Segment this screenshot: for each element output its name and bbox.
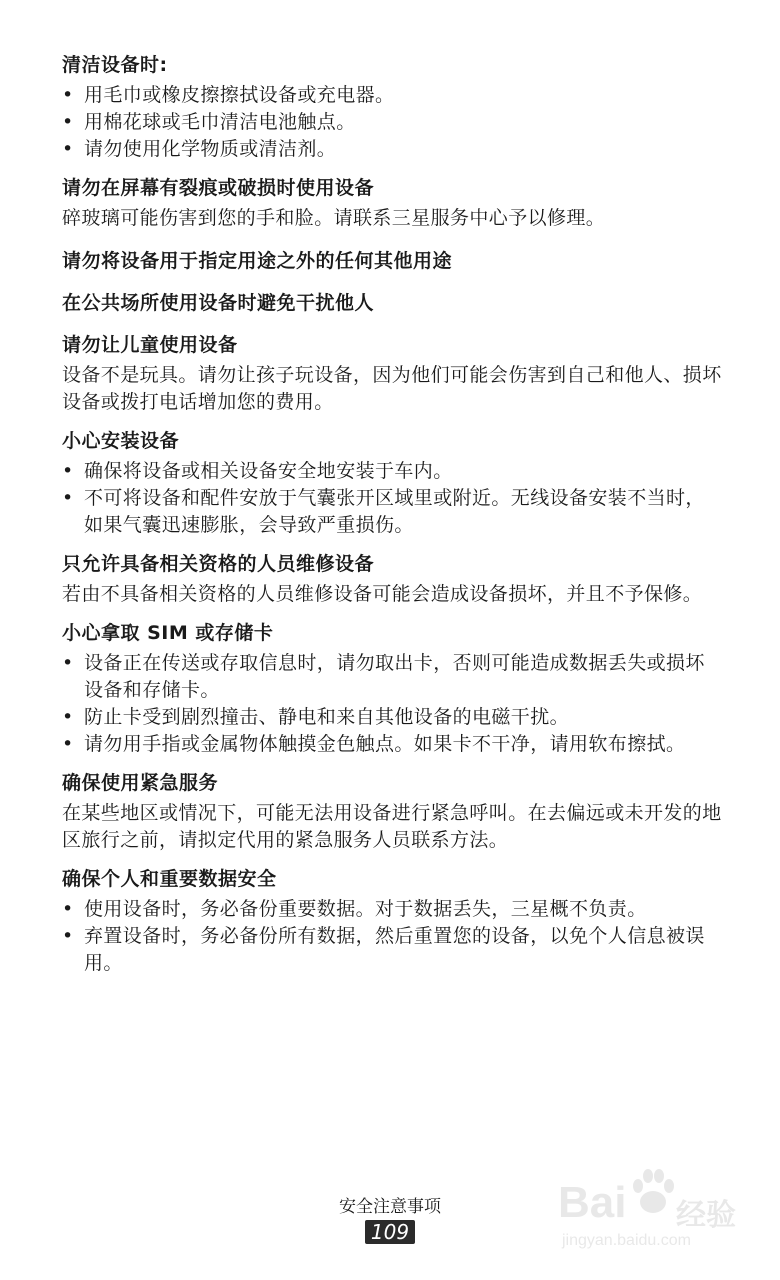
list-item — [62, 650, 722, 704]
page-number: 109 — [365, 1220, 415, 1244]
watermark-brand: Bai — [558, 1178, 627, 1227]
watermark-cn: 经验 — [676, 1198, 736, 1233]
section-heading: 确保个人和重要数据安全 — [62, 868, 277, 890]
bullet-list — [62, 896, 722, 977]
list-item — [62, 82, 722, 109]
section-paragraph: 在某些地区或情况下，可能无法用设备进行紧急呼叫。在去偏远或未开发的地区旅行之前，请拟定代用的紧急服务人员联系方法。 — [62, 802, 722, 851]
section-cracked-screen — [62, 175, 722, 232]
section-heading: 小心拿取 SIM 或存储卡 — [62, 622, 274, 644]
list-item-text: 用毛巾或橡皮擦擦拭设备或充电器。 — [84, 84, 395, 106]
section-intended-use — [62, 248, 722, 274]
bullet-glyph: • — [62, 706, 74, 728]
section-data-safety — [62, 866, 722, 977]
list-item — [62, 136, 722, 163]
section-heading: 请勿让儿童使用设备 — [62, 334, 238, 356]
list-item — [62, 731, 722, 758]
section-heading: 请勿在屏幕有裂痕或破损时使用设备 — [62, 177, 375, 199]
bullet-glyph: • — [62, 460, 74, 482]
section-heading: 在公共场所使用设备时避免干扰他人 — [62, 292, 375, 314]
bullet-glyph: • — [62, 111, 74, 133]
section-install — [62, 428, 722, 539]
section-cleaning — [62, 52, 722, 163]
section-paragraph: 碎玻璃可能伤害到您的手和脸。请联系三星服务中心予以修理。 — [62, 207, 606, 229]
bullet-glyph: • — [62, 925, 74, 947]
list-item — [62, 458, 722, 485]
section-heading: 清洁设备时: — [62, 54, 168, 76]
bullet-glyph: • — [62, 733, 74, 755]
list-item-text: 弃置设备时，务必备份所有数据，然后重置您的设备，以免个人信息被误用。 — [84, 925, 705, 974]
section-heading: 确保使用紧急服务 — [62, 772, 219, 794]
bullet-glyph: • — [62, 138, 74, 160]
list-item-text: 请勿用手指或金属物体触摸金色触点。如果卡不干净，请用软布擦拭。 — [84, 733, 686, 755]
section-children — [62, 332, 722, 416]
section-sim-card — [62, 620, 722, 758]
section-qualified-repair — [62, 551, 722, 608]
list-item — [62, 109, 722, 136]
bullet-glyph: • — [62, 84, 74, 106]
section-public-places — [62, 290, 722, 316]
list-item-text: 用棉花球或毛巾清洁电池触点。 — [84, 111, 356, 133]
list-item — [62, 485, 722, 539]
section-paragraph: 若由不具备相关资格的人员维修设备可能会造成设备损坏，并且不予保修。 — [62, 583, 703, 605]
list-item — [62, 923, 722, 977]
bullet-list — [62, 458, 722, 539]
section-heading: 小心安装设备 — [62, 430, 180, 452]
list-item — [62, 896, 722, 923]
list-item-text: 防止卡受到剧烈撞击、静电和来自其他设备的电磁干扰。 — [84, 706, 570, 728]
watermark-url: jingyan.baidu.com — [562, 1232, 691, 1249]
section-emergency — [62, 770, 722, 854]
bullet-glyph: • — [62, 487, 74, 509]
list-item-text: 请勿使用化学物质或清洁剂。 — [84, 138, 337, 160]
list-item-text: 设备正在传送或存取信息时，请勿取出卡，否则可能造成数据丢失或损坏设备和存储卡。 — [84, 652, 705, 701]
footer-title: 安全注意事项 — [339, 1197, 441, 1217]
bullet-glyph: • — [62, 898, 74, 920]
bullet-list — [62, 82, 722, 163]
list-item — [62, 704, 722, 731]
bullet-glyph: • — [62, 652, 74, 674]
paw-icon — [628, 1164, 678, 1220]
document-body — [62, 52, 722, 989]
section-heading: 请勿将设备用于指定用途之外的任何其他用途 — [62, 250, 453, 272]
list-item-text: 使用设备时，务必备份重要数据。对于数据丢失，三星概不负责。 — [84, 898, 647, 920]
list-item-text: 确保将设备或相关设备安全地安装于车内。 — [84, 460, 453, 482]
list-item-text: 不可将设备和配件安放于气囊张开区域里或附近。无线设备安装不当时，如果气囊迅速膨胀，会导致严重损伤。 — [84, 487, 705, 536]
section-heading: 只允许具备相关资格的人员维修设备 — [62, 553, 375, 575]
section-paragraph: 设备不是玩具。请勿让孩子玩设备，因为他们可能会伤害到自己和他人、损坏设备或拨打电话增加您的费用。 — [62, 364, 722, 413]
baidu-watermark — [558, 1160, 758, 1260]
bullet-list — [62, 650, 722, 758]
